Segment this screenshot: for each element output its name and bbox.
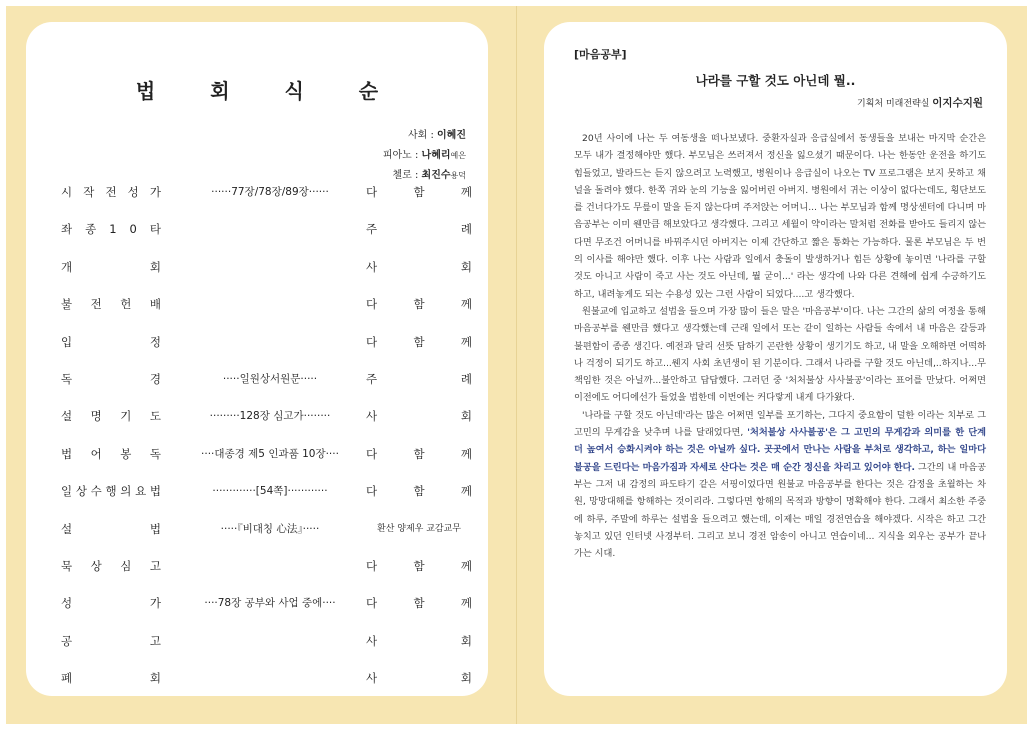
credit-line: 사회 : 이혜진 [407, 130, 466, 141]
program-item-leader: 사 회 [366, 259, 472, 274]
program-item-leader: 환산 양제우 교감교무 [377, 523, 461, 534]
article-paragraph: 20년 사이에 나는 두 여동생을 떠나보냈다. 중환자실과 응급실에서 동생들을 보내는 마지막 순간은 모두 내가 결정해야만 했다. 부모님은 쓰러져서 정신을 잃으셨기 때문이다. 나는 한동안 운전을 하기도 힘들었고, 발라드는 듣지 않으려고 노력했고, 병원이나 응급실이 나오는 TV 프로그램은 보지 못하고 채널을 돌려야 했다. 한쪽 귀와 눈의 기능을 잃어버린 아버지. 병원에서 귀는 이상이 없다는데도, 횡단보도를 건너다가도 무릎이 말을 듣지 않는다며 주저앉는 어머니... 나는 부모님과 함께 명상센터에 다니며 마음공부는 이미 웬만큼 해보았다고 생각했다. 그리고 세월이 약이라는 말처럼 전화를 받아도 들리지 않는다면 무조건 어머니를 바꿔주시던 아버지는 이제 간단하고 짧은 통화는 가능하다. 물론 부모님은 두 번의 이사를 해야만 했다. 이후 나는 사람과 일에서 충돌이 발생하거나 힘든 상황에 놓이면 '나라를 구할 것도 아니고 사람이 죽고 사는 것도 아닌데, 뭘 굳이...' 라는 생각에 나와 다른 견해에 쉽게 수긍하기도 하고, 내려놓게도 되는 수용성 있는 그런 사람이 되었다....고 생각했다. [574, 133, 986, 300]
article-page [544, 22, 1007, 696]
program-item-leader: 다 함 께 [366, 596, 472, 611]
program-item-detail: ····대종경 제5 인과품 10장···· [201, 447, 339, 460]
program-item-detail: ·········128장 심고가········ [209, 410, 331, 423]
program-item-leader: 사 회 [366, 409, 472, 424]
program-item-leader: 사 회 [366, 671, 472, 686]
program-row [26, 593, 488, 630]
program-item-name: 공 고 [61, 633, 161, 648]
program-item-leader: 다 함 께 [366, 185, 472, 199]
program-item-leader: 다 함 께 [366, 558, 472, 573]
program-item-name: 개 회 [61, 259, 161, 274]
program-item-name: 설 법 [61, 521, 161, 536]
program-row [26, 556, 488, 593]
program-item-name: 법 어 봉 독 [61, 446, 161, 461]
program-item-detail: ····78장 공부와 사업 중에···· [204, 597, 336, 610]
article-paragraph: '나라를 구할 것도 아닌데'라는 많은 어쩌면 일부를 포기하는, 그다지 중요함이 덜한 이라는 치부로 그 고민의 무게감을 낮추며 나를 달래었다면, '처처불상 사사불공'은 그 고민의 무게감과 의미를 한 단계 더 높여서 승화시켜야 하는 것은 아닐까 싶다. 곳곳에서 만나는 사람을 부처로 생각하고, 하는 일마다 불공을 드린다는 마음가짐과 자세로 산다는 것은 매 순간 정신을 차리고 있어야 한다. 그간의 내 마음공부는 그저 내 감정의 파도타기 같은 서핑이었다면 원불교 마음공부를 한다는 것은 감정을 초월하는 차원, 망망대해를 항해하는 것이리라. 그렇다면 항해의 목적과 방향이 명확해야 한다. 그래서 최소한 주중에 하루, 주말에 하루는 설법을 들으려고 했는데, 이제는 매일 경전연습을 해야겠다. 시작은 하고 그간 놓치고 있던 인터넷 사경부터. 그리고 보니 경전 암송이 아니고 연습이네... 지식을 외우는 공부가 끝나가는 시대. [574, 409, 986, 560]
program-row [26, 219, 488, 256]
program-item-name: 성 가 [61, 596, 161, 611]
program-item-name: 일 상 수 행 의 요 법 [61, 484, 161, 499]
program-item-name: 묵 상 심 고 [61, 558, 161, 573]
program-row [26, 257, 488, 294]
performer-credits [383, 126, 466, 186]
program-row [26, 631, 488, 668]
program-item-leader: 다 함 께 [366, 484, 472, 499]
credit-line: 첼로 : 최진수용덕 [392, 170, 466, 181]
program-item-detail: ·····『비대칭 心法』····· [220, 522, 320, 535]
program-row [26, 519, 488, 556]
program-row [26, 668, 488, 705]
program-item-leader: 다 함 께 [366, 297, 472, 312]
program-item-detail: ······77장/78장/89장······ [211, 186, 329, 198]
program-item-leader: 주 례 [366, 222, 472, 237]
program-item-name: 불 전 헌 배 [61, 297, 161, 312]
center-fold [516, 6, 517, 724]
article-title: 나라를 구할 것도 아닌데 뭘.. [695, 73, 856, 88]
highlighted-text: '처처불상 사사불공'은 그 고민의 무게감과 의미를 한 단계 더 높여서 승화시켜야 하는 것은 아닐까 싶다. 곳곳에서 만나는 사람을 부처로 생각하고, 하는 일마다 불공을 드린다는 마음가짐과 자세로 산다는 것은 매 순간 정신을 차리고 있어야 한다. [574, 427, 986, 473]
program-item-detail: ·····일원상서원문····· [222, 372, 318, 385]
program-item-leader: 다 함 께 [366, 334, 472, 349]
program-title: 법 회 식 순 [135, 79, 403, 103]
program-item-name: 독 경 [61, 371, 161, 386]
brochure-spread [6, 6, 1027, 724]
article-body [574, 130, 986, 562]
program-row [26, 294, 488, 331]
program-row [26, 332, 488, 369]
program-item-name: 폐 회 [61, 671, 161, 686]
program-row [26, 406, 488, 443]
article-category: [마음공부] [574, 48, 627, 61]
program-item-leader: 사 회 [366, 633, 472, 648]
article-byline: 기획처 미래전략실 이지수지원 [857, 97, 983, 109]
program-item-name: 설 명 기 도 [61, 409, 161, 424]
program-page [26, 22, 488, 696]
program-item-leader: 다 함 께 [366, 446, 472, 461]
article-paragraph: 원불교에 입교하고 설법을 들으며 가장 많이 들은 말은 '마음공부'이다. 나는 그간의 삶의 여정을 통해 마음공부를 웬만큼 했다고 생각했는데 근래 일에서 또는 같이 일하는 사람들 속에서 내 마음은 갈등과 불편함이 종종 생긴다. 예전과 달리 선뜻 답하기 곤란한 상황이 생기기도 하고, 내 말을 오해하면 어떡하나 걱정이 되기도 하고...웬지 사회 초년생이 된 기분이다. 그래서 나라를 구할 것도 아닌데,..하지나...무책임한 것은 아닐까...불안하고 답답했다. 그러던 중 '처처불상 사사불공'이라는 표어를 만났다. 어쩌면 이전에도 어디에선가 들었을 법한데 이번에는 커다랗게 내게 다가왔다. [574, 305, 986, 404]
program-item-name: 입 정 [61, 334, 161, 349]
program-item-name: 시 작 전 성 가 [61, 185, 161, 199]
program-item-name: 좌 종 1 0 타 [61, 222, 161, 237]
credit-line: 피아노 : 나혜리예은 [382, 150, 466, 161]
program-item-detail: ·············[54쪽]············ [212, 485, 328, 498]
program-row [26, 182, 488, 219]
program-item-leader: 주 례 [366, 371, 472, 386]
program-order-list [26, 182, 488, 705]
program-row [26, 444, 488, 481]
program-row [26, 369, 488, 406]
program-row [26, 481, 488, 518]
